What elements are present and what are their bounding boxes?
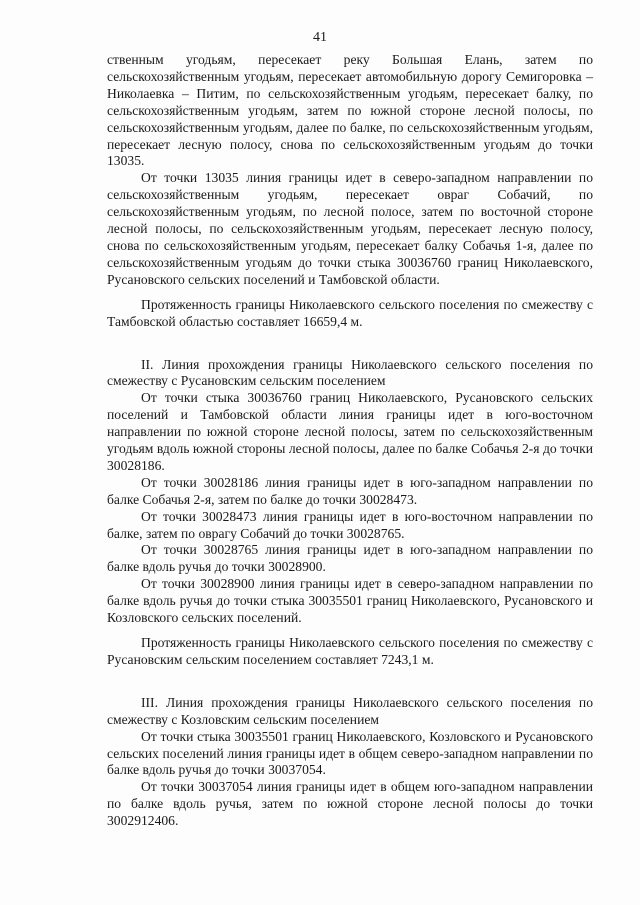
paragraph-continuation: ственным угодьям, пересекает реку Большая Елань, затем по сельскохозяйственным угодьям, пересекает автомобильную дорогу Семигоровка – Николаевка – Питим, по сельскохозяйственным угодьям, пересекает балку, по сельскохозяйственным угодьям, затем по южной стороне лесной полосы, по сельскохозяйственным угодьям, далее по балке, по сельскохозяйственным угодьям, пересекает лесную полосу, снова по сельскохозяйственным угодьям до точки 13035. — [107, 52, 593, 169]
page-number: 41 — [313, 30, 327, 45]
paragraph: От точки стыка 30036760 границ Николаевского, Русановского сельских поселений и Тамбовской области линия границы идет в юго-восточном направлении по южной стороне лесной полосы, затем по сельскохозяйственным угодьям вдоль южной стороны лесной полосы, далее по балке Собачья 2-я до точки 30028186. — [107, 390, 593, 473]
paragraph: От точки 30028900 линия границы идет в северо-западном направлении по балке вдоль ручья до точки стыка 30035501 границ Николаевского, Русановского и Козловского сельских поселений. — [107, 576, 593, 626]
paragraph: От точки 30028765 линия границы идет в юго-западном направлении по балке вдоль ручья до точки 30028900. — [107, 542, 593, 575]
section-heading-2: II. Линия прохождения границы Николаевского сельского поселения по смежеству с Русановским сельским поселением — [107, 356, 593, 389]
section-heading-3: III. Линия прохождения границы Николаевского сельского поселения по смежеству с Козловским сельским поселением — [107, 694, 593, 727]
paragraph: От точки 30028186 линия границы идет в юго-западном направлении по балке Собачья 2-я, затем по балке до точки 30028473. — [107, 474, 593, 507]
paragraph: От точки 13035 линия границы идет в северо-западном направлении по сельскохозяйственным угодьям, пересекает овраг Собачий, по сельскохозяйственным угодьям, по лесной полосе, затем по восточной стороне лесной полосы, по сельскохозяйственным угодьям, пересекает лесную полосу, снова по сельскохозяйственным угодьям, пересекает балку Собачья 1-я, далее по сельскохозяйственным угодьям до точки стыка 30036760 границ Николаевского, Русановского сельских поселений и Тамбовской области. — [107, 170, 593, 287]
paragraph: От точки 30037054 линия границы идет в общем юго-западном направлении по балке вдоль ручья, затем по южной стороне лесной полосы до точки 3002912406. — [107, 779, 593, 829]
document-body — [107, 52, 593, 830]
paragraph-summary: Протяженность границы Николаевского сельского поселения по смежеству с Русановским сельским поселением составляет 7243,1 м. — [107, 635, 593, 667]
paragraph: От точки стыка 30035501 границ Николаевского, Козловского и Русановского сельских поселений линия границы идет в общем северо-западном направлении по балке вдоль ручья до точки 30037054. — [107, 728, 593, 778]
paragraph-summary: Протяженность границы Николаевского сельского поселения по смежеству с Тамбовской областью составляет 16659,4 м. — [107, 296, 593, 329]
paragraph: От точки 30028473 линия границы идет в юго-восточном направлении по балке, затем по оврагу Собачий до точки 30028765. — [107, 508, 593, 541]
